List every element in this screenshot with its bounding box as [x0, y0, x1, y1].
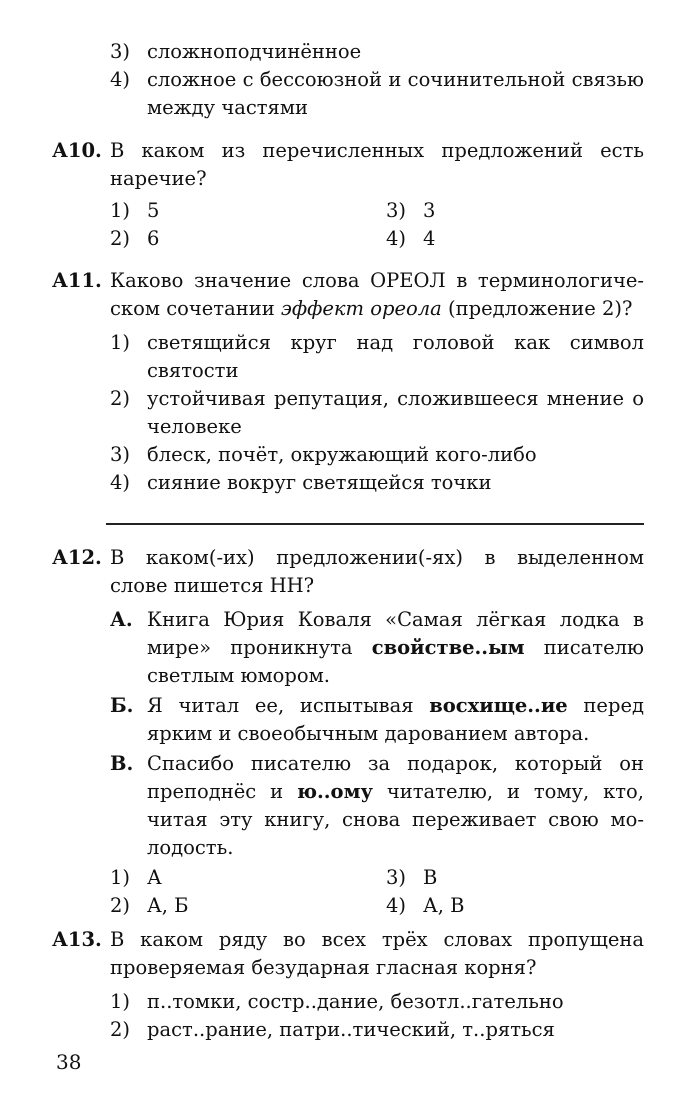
option-number: 3) — [386, 866, 407, 889]
option-number: 2) — [110, 894, 131, 917]
answer-option — [110, 329, 644, 385]
sentence-letter: В. — [110, 752, 134, 775]
italic-term: эффект ореола — [280, 297, 442, 320]
option-text: устойчивая репутация, сложившееся мнение о человеке — [147, 387, 644, 438]
option-number: 2) — [110, 227, 131, 250]
option-number: 1) — [110, 199, 131, 222]
option-number: 3) — [110, 443, 131, 466]
section-divider — [106, 523, 644, 525]
highlighted-word: ю..ому — [296, 780, 373, 803]
option-number: 3) — [386, 199, 407, 222]
sentence-text: перед ярким и своеобычным дарованием автора. — [147, 694, 644, 745]
question-a10 — [52, 137, 644, 253]
highlighted-word: восхище..ие — [429, 694, 568, 717]
option-text: сложное с бессоюзной и сочинительной связью между частями — [147, 68, 644, 119]
answer-option — [386, 225, 586, 253]
option-number: 2) — [110, 1018, 131, 1041]
option-text: 5 — [147, 199, 160, 222]
sentence-text: Я читал ее, испытывая — [147, 694, 430, 717]
option-text: А — [147, 866, 162, 889]
sentence-v — [110, 750, 644, 862]
option-number: 1) — [110, 331, 131, 354]
question-text — [110, 267, 644, 323]
answer-options — [110, 988, 644, 1044]
answer-option — [110, 441, 644, 469]
question-number: А11. — [52, 269, 102, 292]
answer-option — [386, 197, 586, 225]
option-number: 1) — [110, 866, 131, 889]
question-a11 — [52, 267, 644, 497]
answer-option — [386, 864, 586, 892]
answer-option — [110, 988, 644, 1016]
option-number: 2) — [110, 387, 131, 410]
option-text: А, Б — [147, 894, 189, 917]
sentence-letter: А. — [110, 608, 133, 631]
answer-option — [110, 1016, 644, 1044]
question-text: В каком ряду во всех трёх словах пропущена проверяемая безударная гласная корня? — [110, 928, 644, 979]
option-number: 3) — [110, 40, 131, 63]
question-a12 — [52, 544, 644, 920]
question-text: В каком из перечисленных предложений есть наречие? — [110, 139, 644, 190]
answer-options — [110, 329, 644, 497]
sentence-b — [110, 692, 644, 748]
option-text: п..томки, состр..дание, безотл..гательно — [147, 990, 564, 1013]
highlighted-word: свойстве..ым — [371, 636, 525, 659]
question-number: А12. — [52, 546, 102, 569]
option-text: 4 — [423, 227, 436, 250]
option-4 — [110, 66, 644, 122]
sentence-text: писателю светлым юмором. — [147, 636, 644, 687]
option-number: 4) — [386, 227, 407, 250]
page-number: 38 — [56, 1050, 82, 1074]
question-a13 — [52, 926, 644, 1044]
option-text: сияние вокруг светящейся точки — [147, 471, 492, 494]
answer-option — [386, 892, 586, 920]
option-number: 1) — [110, 990, 131, 1013]
question-number: А10. — [52, 139, 102, 162]
answer-option — [110, 469, 644, 497]
sentence-text: Книга Юрия Коваля «Самая лёгкая лодка в мире» проникнута — [147, 608, 644, 659]
option-text: 3 — [423, 199, 436, 222]
question-text-part: Каково значение слова ОРЕОЛ в терминологическом сочетании — [110, 269, 644, 320]
option-text: светящийся круг над головой как символ святости — [147, 331, 644, 382]
question-text: В каком(-их) предложении(-ях) в выделенном слове пишется НН? — [110, 546, 644, 597]
sentence-text: читателю, и тому, кто, читая эту книгу, снова переживает свою молодость. — [147, 780, 644, 859]
question-number: А13. — [52, 928, 102, 951]
answer-option — [110, 864, 386, 892]
option-text: сложноподчинённое — [147, 40, 362, 63]
answer-options — [110, 864, 644, 920]
option-text: 6 — [147, 227, 160, 250]
option-text: В — [423, 866, 438, 889]
answer-option — [110, 892, 386, 920]
option-text: раст..рание, патри..тический, т..ряться — [147, 1018, 555, 1041]
answer-options — [110, 197, 644, 253]
option-3 — [110, 38, 644, 66]
option-text: блеск, почёт, окружающий кого-либо — [147, 443, 537, 466]
answer-option — [110, 197, 386, 225]
option-number: 4) — [110, 471, 131, 494]
sentence-letter: Б. — [110, 694, 134, 717]
answer-option — [110, 385, 644, 441]
sentences — [110, 606, 644, 862]
answer-option — [110, 225, 386, 253]
sentence-text: Спасибо писателю за подарок, который он преподнёс и — [147, 752, 644, 803]
sentence-a — [110, 606, 644, 690]
option-number: 4) — [110, 68, 131, 91]
option-text: А, В — [423, 894, 465, 917]
question-text-part: (предложение 2)? — [441, 297, 633, 320]
option-number: 4) — [386, 894, 407, 917]
top-options — [52, 38, 644, 122]
